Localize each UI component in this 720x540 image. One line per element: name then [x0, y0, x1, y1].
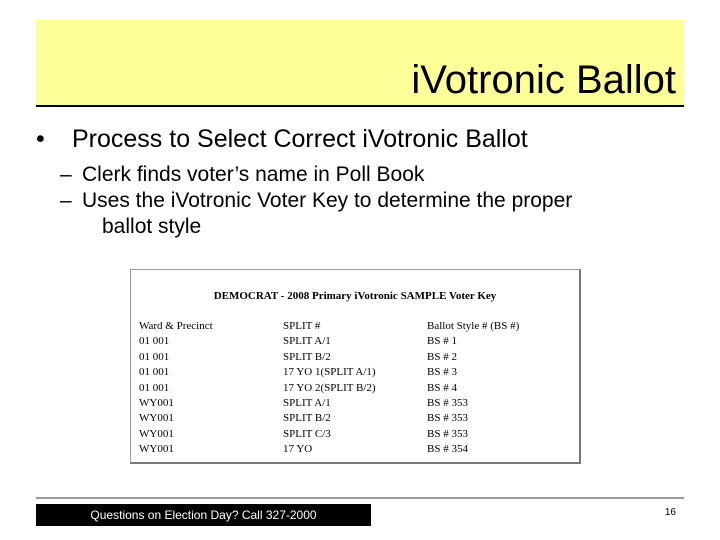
table-cell: 17 YO 1(SPLIT A/1)	[283, 366, 376, 379]
column-ballot-style	[427, 319, 519, 458]
table-cell: WY001	[139, 412, 174, 425]
footer-note: Questions on Election Day? Call 327-2000	[36, 504, 371, 526]
dash-symbol: –	[60, 163, 72, 186]
table-cell: BS # 4	[427, 381, 457, 394]
table-cell: BS # 2	[427, 350, 457, 363]
voter-key-table	[130, 269, 581, 464]
footer-divider	[36, 497, 684, 499]
title-divider	[36, 105, 684, 107]
column-ward-precinct	[139, 319, 213, 458]
dash-symbol: –	[60, 189, 72, 212]
table-cell: 17 YO	[283, 443, 313, 456]
table-cell: BS # 353	[427, 427, 468, 440]
table-cell: WY001	[139, 427, 174, 440]
sub-bullet-1	[60, 162, 424, 188]
table-cell: BS # 354	[427, 443, 468, 456]
table-cell: SPLIT B/2	[283, 412, 331, 425]
table-cell: BS # 3	[427, 366, 457, 379]
table-cell: BS # 1	[427, 335, 457, 348]
table-cell: SPLIT C/3	[283, 427, 331, 440]
bullet-symbol: •	[36, 125, 45, 153]
sub-bullet-2-continuation: ballot style	[102, 215, 202, 238]
column-header: SPLIT #	[283, 320, 321, 332]
table-cell: 01 001	[139, 366, 170, 379]
page-number: 16	[664, 507, 676, 518]
sub-bullet-2-text: Uses the iVotronic Voter Key to determine the proper	[82, 189, 573, 212]
main-bullet-text: Process to Select Correct iVotronic Ballot	[72, 125, 528, 153]
sub-bullet-2	[60, 188, 680, 240]
table-cell: WY001	[139, 443, 174, 456]
column-header: Ballot Style # (BS #)	[427, 320, 520, 332]
column-split	[283, 319, 376, 458]
main-bullet	[36, 124, 528, 154]
title-band	[36, 20, 684, 105]
table-cell: 01 001	[139, 381, 170, 394]
table-cell: WY001	[139, 397, 174, 410]
slide-title: iVotronic Ballot	[411, 58, 676, 102]
table-cell: 01 001	[139, 335, 170, 348]
table-cell: BS # 353	[427, 397, 468, 410]
sub-bullet-1-text: Clerk finds voter’s name in Poll Book	[82, 163, 425, 186]
table-cell: SPLIT A/1	[283, 397, 331, 410]
table-cell: SPLIT B/2	[283, 350, 331, 363]
table-cell: 01 001	[139, 350, 170, 363]
column-header: Ward & Precinct	[139, 320, 213, 332]
voter-key-title: DEMOCRAT - 2008 Primary iVotronic SAMPLE Voter Key	[213, 290, 497, 302]
table-cell: 17 YO 2(SPLIT B/2)	[283, 381, 376, 394]
table-cell: SPLIT A/1	[283, 335, 331, 348]
table-cell: BS # 353	[427, 412, 468, 425]
